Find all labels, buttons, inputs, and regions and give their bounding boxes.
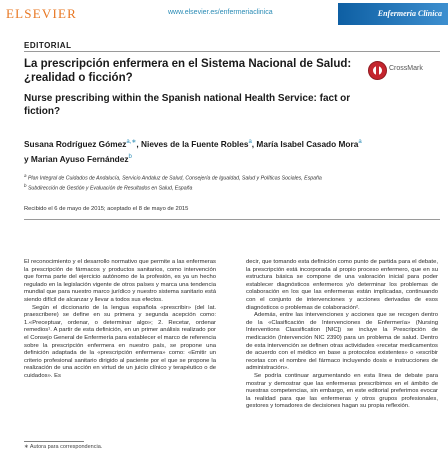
received-accepted-dates: Recibido el 6 de mayo de 2015; aceptado el 8 de mayo de 2015 xyxy=(24,206,189,212)
author-name: Nieves de la Fuente Robles xyxy=(141,138,249,149)
author-affiliation-mark: a,∗ xyxy=(126,139,137,145)
corresponding-author-footnote: ∗ Autora para correspondencia. xyxy=(24,444,103,450)
author-list xyxy=(24,136,436,166)
body-paragraph: Además, entre las intervenciones y acciones que se recogen dentro de la «Clasificación de Intervenciones de Enfermería» (Nursing Interventions Classification [NIC]) se incluye la Prescripción de medicación (Intervención NIC 2390) para un problema de salud. Dentro de esta intervención se definen otras actividades «recetar medicamentos de acuerdo con el médico en base a protocolos existentes» o «escribir recetas con el nombre del fármaco incluyendo dosis e instrucciones de administración». xyxy=(246,312,438,372)
section-divider xyxy=(24,51,440,52)
journal-banner-text: Enfermería Clínica xyxy=(377,9,442,18)
article-title: La prescripción enfermera en el Sistema Nacional de Salud: ¿realidad o ficción? xyxy=(24,58,352,84)
section-label: EDITORIAL xyxy=(24,41,72,50)
affiliation-mark: a xyxy=(24,173,27,178)
crossmark-icon xyxy=(368,61,387,80)
affiliation-text: Subdirección de Gestión y Evaluación de Resultados en Salud, España xyxy=(27,185,193,192)
affiliation xyxy=(24,182,436,193)
body-paragraph: El reconocimiento y el desarrollo normativo que permite a las enfermeras la prescripción de fármacos y productos sanitarios, como intervención que forma parte del ejercicio autónomo de la profesión, es ya un hecho regulado en la legislación vigente de otros países y marca una tendencia mundial que para nuestro marco jurídico y nuestro sistema sanitario está siendo difícil de alcanzar y llevar a todos sus efectos. xyxy=(24,259,216,303)
journal-header xyxy=(0,0,448,26)
author-name: Susana Rodríguez Gómez xyxy=(24,138,127,149)
journal-banner xyxy=(338,3,448,25)
affiliation-text: Plan Integral de Cuidados de Andalucía, Servicio Andaluz de Salud, Consejería de Igualdad, Salud y Políticas Sociales, España xyxy=(27,175,322,182)
publisher-logo: ELSEVIER xyxy=(6,6,77,21)
author-name: María Isabel Casado Mora xyxy=(256,138,359,149)
affiliation-mark: b xyxy=(24,183,27,188)
author-separator: , xyxy=(251,138,257,149)
body-paragraph: Se podría continuar argumentando en esta línea de debate para mostrar y demostrar que las enfermeras prescribimos en el ámbito de nuestras competencias, sin embargo, en este editorial preferimos evocar la realidad para que las enfermeras y otros grupos profesionales, gestores y tomadores de decisiones hagan su propia reflexión. xyxy=(246,372,438,410)
header-divider xyxy=(24,219,440,220)
author-affiliation-mark: b xyxy=(128,153,132,160)
body-column-left xyxy=(24,259,216,381)
author-separator: , xyxy=(136,138,142,149)
crossmark-badge[interactable] xyxy=(368,60,438,82)
author-affiliation-mark: a xyxy=(358,139,362,145)
crossmark-label: CrossMark xyxy=(389,65,423,72)
body-paragraph: Según el diccionario de la lengua española «prescribir» (del lat. praescribere) se define en su primera y segunda acepción como: 1.«Preceptuar, ordenar, o determinar algo»; 2. Recetar, ordenar remedios¹. A partir de esta definición, en un primer análisis realizado por el Consejo General de Enfermería para establecer el marco de referencia sobre la prescripción enfermera en nuestro país, se propone una definición adaptada de la «prescripción enfermera» como: «Emitir un criterio profesional sanitario dirigido al paciente por el que se propone la realización de una acción en virtud de un juicio clínico y terapéutico o de cuidados». Es xyxy=(24,304,216,379)
article-title-english: Nurse prescribing within the Spanish national Health Service: fact or fiction? xyxy=(24,93,351,117)
author-name: y Marian Ayuso Fernández xyxy=(24,153,129,164)
body-column-right xyxy=(246,259,438,411)
footnote-divider xyxy=(24,441,84,442)
body-paragraph: decir, que tomando esta definición como punto de partida para el debate, la prescripción está incorporada al propio proceso enfermero, que en su estructura básica se compone de una valoración inicial para poder establecer diagnósticos enfermeros y/o determinar los problemas de colaboración en los que las enfermeras están implicadas, continuando con el conjunto de intervenciones y acciones derivadas de esos diagnósticos o problemas de colaboración². xyxy=(246,259,438,311)
author-affiliation-mark: a xyxy=(248,139,252,145)
journal-url-link[interactable]: www.elsevier.es/enfermeriaclinica xyxy=(168,9,273,16)
